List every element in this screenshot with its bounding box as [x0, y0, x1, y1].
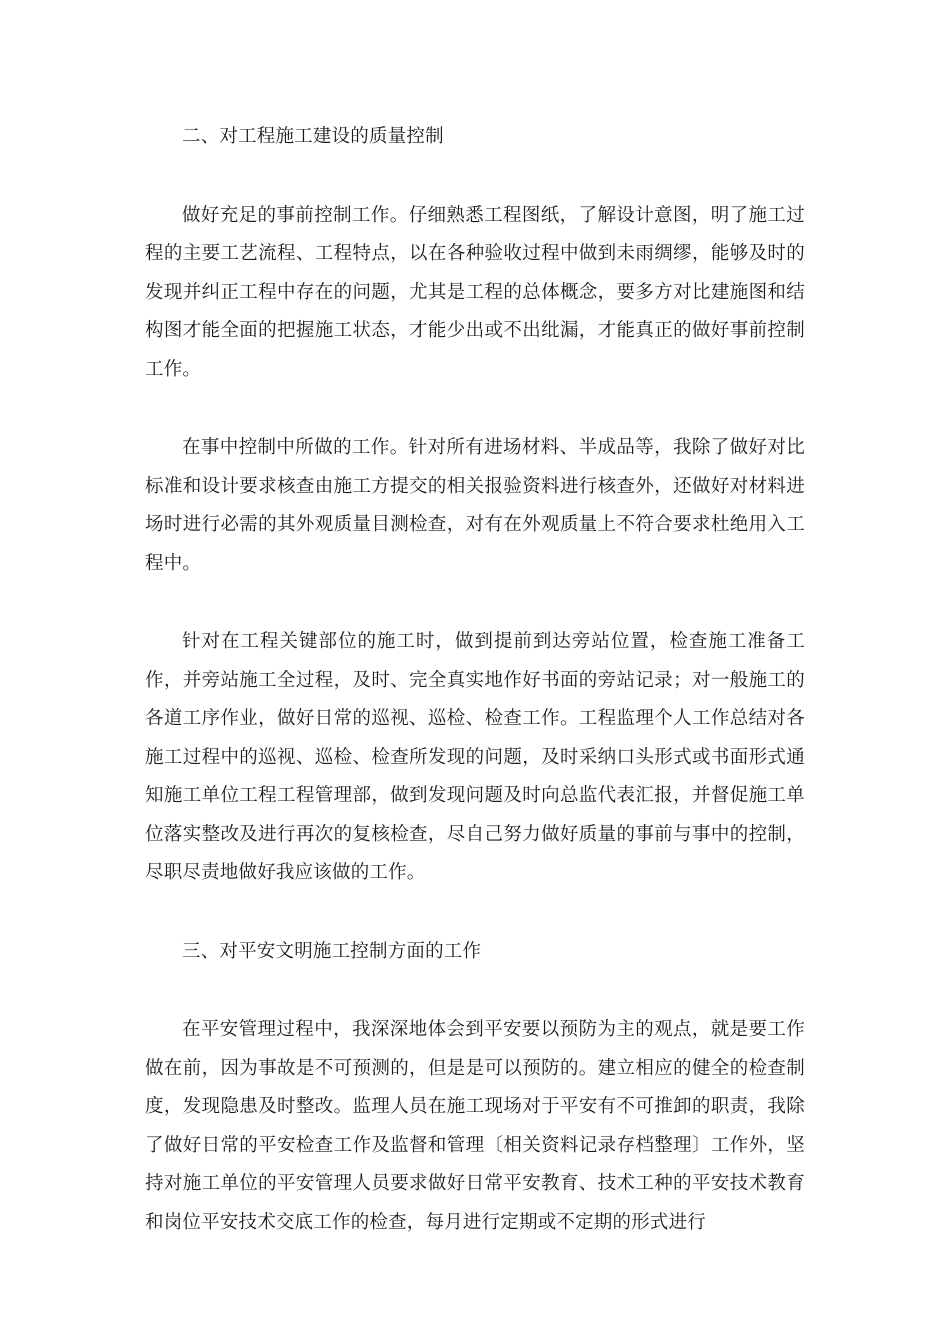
section-heading-quality-control: 二、对工程施工建设的质量控制 — [182, 126, 444, 147]
paragraph-safety-management: 在平安管理过程中，我深深地体会到平安要以预防为主的观点，就是要工作做在前，因为事故是不可预测的，但是是可以预防的。建立相应的健全的检查制度，发现隐患及时整改。监理人员在施工现场对于平安有不可推卸的职责，我除了做好日常的平安检查工作及监督和管理〔相关资料记录存档整理〕工作外，坚持对施工单位的平安管理人员要求做好日常平安教育、技术工种的平安技术教育和岗位平安技术交底工作的检查，每月进行定期或不定期的形式进行 — [145, 1019, 805, 1233]
paragraph-key-parts-supervision: 针对在工程关键部位的施工时，做到提前到达旁站位置，检查施工准备工作，并旁站施工全过程，及时、完全真实地作好书面的旁站记录；对一般施工的各道工序作业，做好日常的巡视、巡检、检查工作。工程监理个人工作总结对各施工过程中的巡视、巡检、检查所发现的问题，及时采纳口头形式或书面形式通知施工单位工程工程管理部，做到发现问题及时向总监代表汇报，并督促施工单位落实整改及进行再次的复核检查，尽自己努力做好质量的事前与事中的控制，尽职尽责地做好我应该做的工作。 — [145, 631, 805, 883]
paragraph-in-process-control: 在事中控制中所做的工作。针对所有进场材料、半成品等，我除了做好对比标准和设计要求核查由施工方提交的相关报验资料进行核查外，还做好对材料进场时进行必需的其外观质量目测检查，对有在外观质量上不符合要求杜绝用入工程中。 — [145, 437, 805, 574]
section-heading-safety-control: 三、对平安文明施工控制方面的工作 — [182, 940, 482, 962]
paragraph-pre-control: 做好充足的事前控制工作。仔细熟悉工程图纸，了解设计意图，明了施工过程的主要工艺流程、工程特点，以在各种验收过程中做到未雨绸缪，能够及时的发现并纠正工程中存在的问题，尤其是工程的总体概念，要多方对比建施图和结构图才能全面的把握施工状态，才能少出或不出纰漏，才能真正的做好事前控制工作。 — [145, 204, 805, 380]
document-body — [145, 118, 805, 1282]
